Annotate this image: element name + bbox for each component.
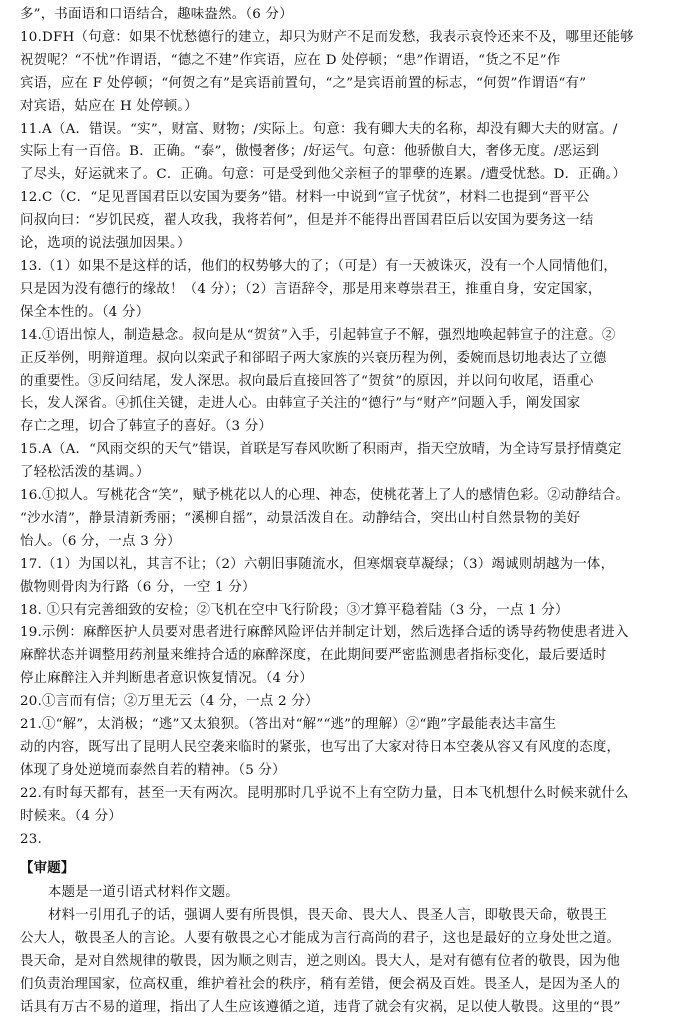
answer-line: 了尽头，好运就来了。C．正确。句意：可是受到他父亲桓子的罪孽的连累。/遭受忧愁。D．正确。） [20,167,627,183]
essay-analysis [20,882,678,1019]
paragraph-line: 本题是一道引语式材料作文题。 [48,885,239,901]
answer-line: 20.①言而有信；②万里无云（4 分，一点 2 分） [20,694,319,710]
answer-line: 的重要性。③反问结尾，发人深思。叔向最后直接回答了“贺贫”的原因，并以问句收尾，语重心 [20,373,594,389]
answer-line: 傲物则骨肉为行路（6 分，一空 1 分） [20,579,256,595]
answer-line: 时候来。（4 分） [20,808,123,824]
answer-line: 22.有时每天都有，甚至一天有两次。昆明那时几乎说不上有空防力量，日本飞机想什么时候来就什么 [20,785,629,801]
answer-line: 多”，书面语和口语结合，趣味盎然。（6 分） [20,7,293,22]
answer-line: “沙水清”，静景清新秀丽；“溪柳自摇”，动景活泼自在。动静结合，突出山村自然景物的美好 [20,510,581,526]
answer-line: 停止麻醉注入并判断患者意识恢复情况。（4 分） [20,671,314,687]
answer-line: 问叔向曰：“岁饥民疫，翟人攻我，我将若何”，但是并不能得出晋国君臣后以安国为要务这一结 [20,213,594,229]
answer-line: 14.①语出惊人，制造悬念。叔向是从“贺贫”入手，引起韩宣子不解，强烈地唤起韩宣子的注意。② [20,327,616,343]
answer-line: 11.A（A．错误。“实”，财富、财物；/实际上。句意：我有卿大夫的名称，却没有卿大夫的财富。/ [20,121,618,137]
answer-line: 15.A（A．“风雨交织的天气”错误，首联是写春风吹断了积雨声，指天空放晴，为全诗写景抒情奠定 [20,442,622,458]
answer-line: 麻醉状态并调整用药剂量来维持合适的麻醉深度，在此期间要严密监测患者指标变化，最后要适时 [20,648,607,664]
paragraph-line: 们负责治理国家，位高权重，维护着社会的秩序，稍有差错，便会祸及百姓。畏圣人，是因为圣人的 [20,977,621,993]
answer-line: 只是因为没有德行的缘故！（4 分）；（2）言语辞令，那是用来尊崇君王，推重自身，安定国家， [20,281,602,297]
section-heading: 【审题】 [20,860,75,876]
answer-line: 动的内容，既写出了昆明人民空袭来临时的紧张，也写出了大家对待日本空袭从容又有风度的态度， [20,740,621,755]
answer-line: 16.①拟人。写桃花含“笑”，赋予桃花以人的心理、神态，使桃花著上了人的感情色彩。②动静结合。 [20,488,630,504]
answer-line: 祝贺呢？“不忧”作谓语，“德之不建”作宾语，应在 D 处停顿；“患”作谓语，“货之不足”作 [20,52,561,68]
answer-line: 怡人。（6 分，一点 3 分） [20,533,181,549]
answer-line: 存亡之理，切合了韩宣子的喜好。（3 分） [20,419,273,435]
answer-line: 17.（1）为国以礼，其言不让；（2）六朝旧事随流水，但寒烟衰草凝绿；（3）竭诚则胡越为一体， [20,556,615,572]
paragraph-line: 公大人，敬畏圣人的言论。人要有敬畏之心才能成为言行高尚的君子，这也是最好的立身处世之道。 [20,931,621,947]
answer-line: 长，发人深省。④抓住关键，走进人心。由韩宣子关注的“德行”与“财产”问题入手，阐发国家 [20,396,581,412]
answer-lines [20,4,678,852]
answer-line: 论，选项的说法强加因果。） [20,236,191,252]
answer-line: 18. ①只有完善细致的安检；②飞机在空中飞行阶段；③才算平稳着陆（3 分，一点 1 分） [20,602,569,618]
answer-line: 13.（1）如果不是这样的话，他们的权势够大的了；（可是）有一天被诛灭，没有一个人同情他们， [20,258,618,274]
answer-line: 体现了身处逆境而泰然自若的精神。（5 分） [20,762,286,778]
answer-line: 21.①“解”，太消极；“逃”又太狼狈。（答出对“解”“逃”的理解）②“跑”字最能表达丰富生 [20,717,557,733]
paragraph-line: 畏天命，是对自然规律的敬畏，因为顺之则吉，逆之则凶。畏大人，是对有德有位者的敬畏，因为他 [20,954,621,970]
answer-line: 对宾语，姑应在 H 处停顿。） [20,98,198,114]
paragraph-line: 材料一引用孔子的话，强调人要有所畏惧，畏天命、畏大人、畏圣人言，即敬畏天命，敬畏王 [48,908,608,924]
answer-line: 12.C（C．“足见晋国君臣以安国为要务”错。材料一中说到“宣子忧贫”，材料二也提到“晋平公 [20,190,590,206]
answer-line: 19.示例：麻醉医护人员要对患者进行麻醉风险评估并制定计划，然后选择合适的诱导药物使患者进入 [20,625,629,641]
answer-line: 正反举例，明辩道理。叔向以栾武子和郤昭子两大家族的兴衰历程为例，委婉而恳切地表达了立德 [20,350,607,366]
answer-line: 保全本性的。（4 分） [20,304,150,320]
answer-line: 23. [20,831,43,847]
answer-line: 实际上有一百倍。B．正确。“泰”，傲慢奢侈；/好运气。句意：他骄傲自大，奢侈无度。/恶运到 [20,144,600,160]
answer-line: 了轻松活泼的基调。） [20,465,150,481]
paragraph-line: 话具有万古不易的道理，指出了人生应该遵循之道，违背了就会有灾祸，足以使人敬畏。这里的“畏” [20,999,621,1015]
answer-line: 宾语，应在 F 处停顿；“何贺之有”是宾语前置句，“之”是宾语前置的标志，“何贺”作谓语“有” [20,75,587,91]
answer-line: 10.DFH（句意：如果不忧愁德行的建立，却只为财产不足而发愁，我表示哀怜还来不及，哪里还能够 [20,29,634,45]
